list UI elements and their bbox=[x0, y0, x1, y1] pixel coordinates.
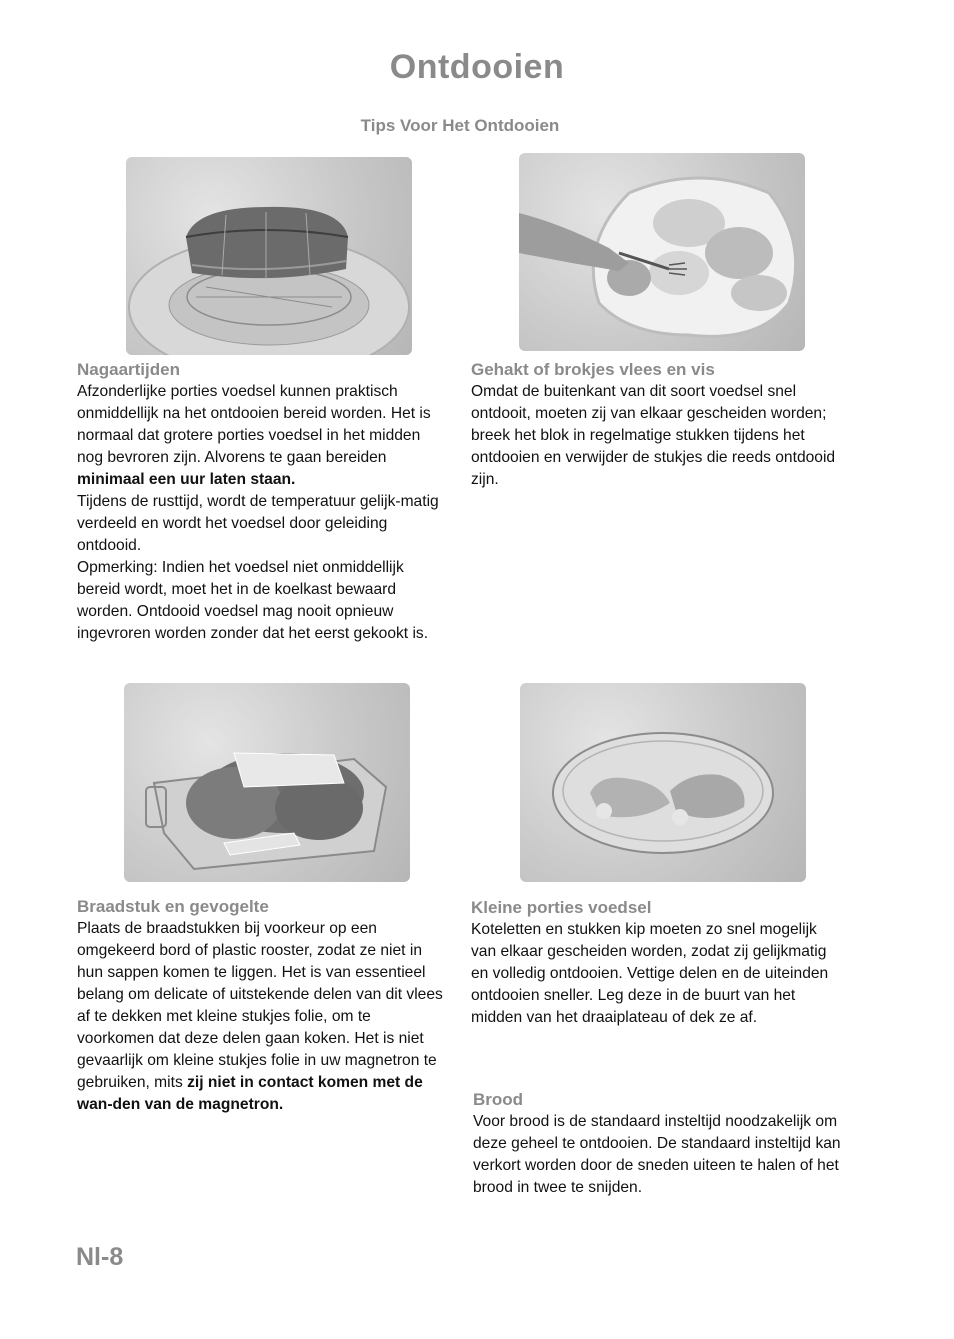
paragraph-braadstuk: Plaats de braadstukken bij voorkeur op een omgekeerd bord of plastic rooster, zodat ze niet in hun sappen komen te liggen. Het is van essentieel belang om delicate of uitstekende delen van dit vlees af te dekken met kleine stukjes folie, om te voorkomen dat deze delen gaan koken. Het is niet gevaarlijk om kleine stukjes folie in uw magnetron te gebruiken, mits zij niet in contact komen met de wan-den van de magnetron. bbox=[77, 920, 443, 1113]
heading-kleine-porties: Kleine porties voedsel bbox=[471, 898, 652, 917]
paragraph-nagaartijden: Afzonderlijke porties voedsel kunnen praktisch onmiddellijk na het ontdooien bereid worden. Het is normaal dat grotere porties voedsel in het midden nog bevroren zijn. Alvorens te gaan bereiden minimaal een uur laten staan. Tijdens de rusttijd, wordt de temperatuur gelijk-matig verdeeld en wordt het voedsel door geleiding ontdooid. Opmerking: Indien het voedsel niet onmiddellijk bereid wordt, moet het in de koelkast bewaard worden. Ontdooid voedsel mag nooit opnieuw ingevroren worden zonder dat het eerst gekookt is. bbox=[77, 383, 439, 642]
page-number: Nl-8 bbox=[76, 1243, 124, 1271]
heading-brood: Brood bbox=[473, 1090, 524, 1109]
poultry-illustration bbox=[124, 683, 410, 882]
section-kleine-porties bbox=[471, 897, 843, 1029]
separating-illustration bbox=[519, 153, 805, 351]
photo-poultry-with-foil bbox=[124, 683, 410, 882]
emphasis-rusttijd: minimaal een uur laten staan. bbox=[77, 471, 296, 488]
section-braadstuk bbox=[77, 896, 449, 1116]
chicken-legs-illustration bbox=[520, 683, 806, 882]
heading-gehakt: Gehakt of brokjes vlees en vis bbox=[471, 360, 715, 379]
section-gehakt bbox=[471, 359, 843, 491]
paragraph-kleine-porties: Koteletten en stukken kip moeten zo snel mogelijk van elkaar gescheiden worden, zodat zij gelijkmatig en volledig ontdooien. Vettige delen en de uiteinden ontdooien sneller. Leg deze in de buurt van het midden van het draaiplateau of dek ze af. bbox=[471, 921, 829, 1026]
heading-braadstuk: Braadstuk en gevogelte bbox=[77, 897, 269, 916]
page-subtitle: Tips Voor Het Ontdooien bbox=[360, 116, 560, 135]
photo-chicken-legs-in-dish bbox=[520, 683, 806, 882]
paragraph-brood: Voor brood is de standaard insteltijd noodzakelijk om deze geheel te ontdooien. De standaard insteltijd kan verkort worden door de sneden uiteen te halen of het brood in twee te snijden. bbox=[473, 1113, 841, 1196]
paragraph-gehakt: Omdat de buitenkant van dit soort voedsel snel ontdooit, moeten zij van elkaar gescheiden worden; breek het blok in regelmatige stukken tijdens het ontdooien en verwijder de stukjes die reeds ontdooid zijn. bbox=[471, 383, 836, 488]
photo-roast-on-rack bbox=[126, 157, 412, 355]
roast-illustration bbox=[126, 157, 412, 355]
page-title: Ontdooien bbox=[389, 48, 565, 86]
section-nagaartijden bbox=[77, 359, 449, 645]
heading-nagaartijden: Nagaartijden bbox=[77, 360, 180, 379]
emphasis-folie: zij niet in contact komen met de wan-den van de magnetron. bbox=[77, 1074, 423, 1113]
photo-fork-separating-pieces bbox=[519, 153, 805, 351]
section-brood bbox=[473, 1089, 845, 1199]
